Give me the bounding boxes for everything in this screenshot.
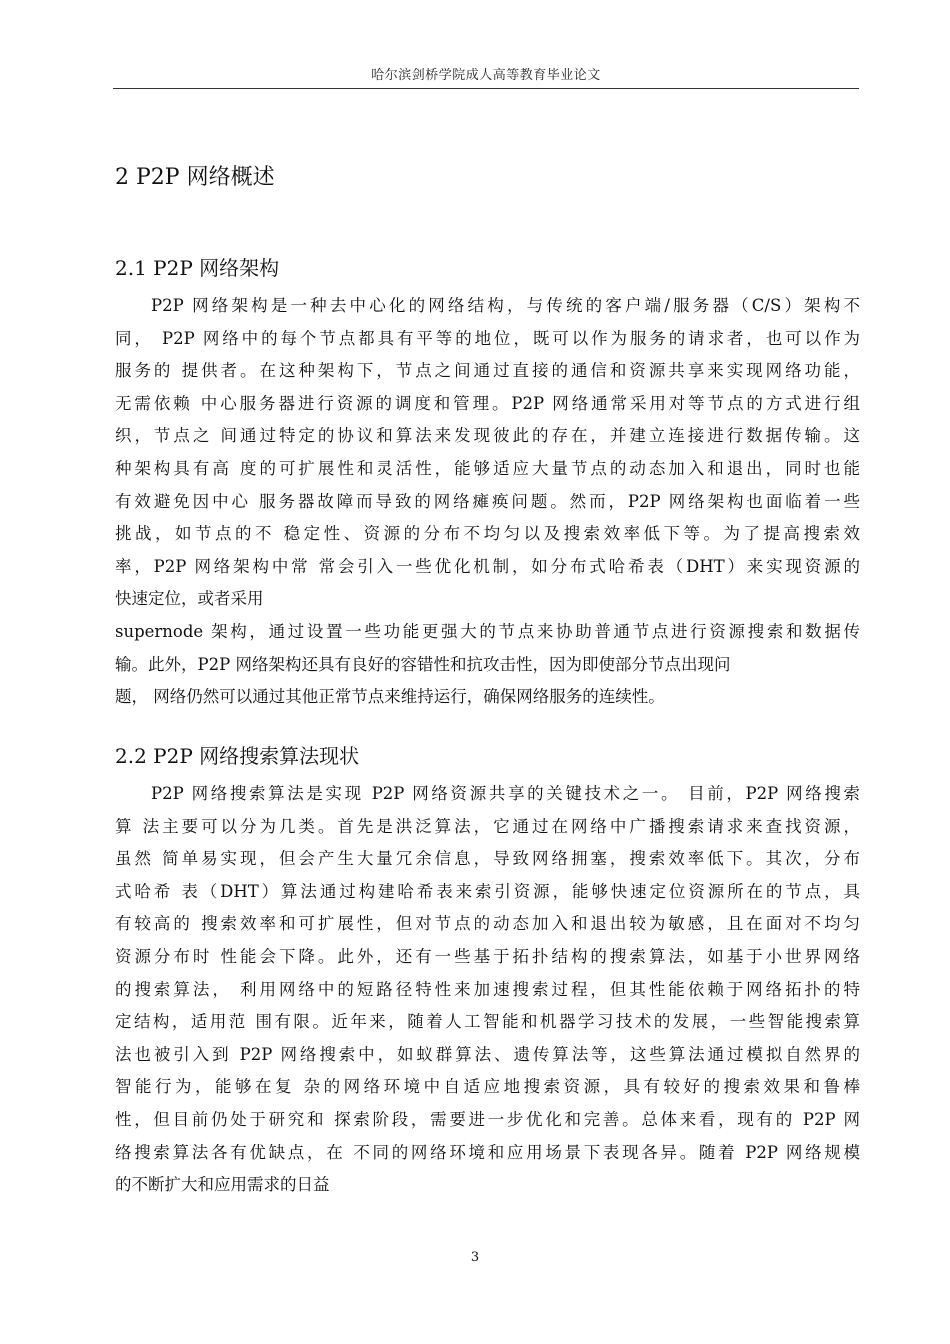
section-2-2-title: 2.2 P2P 网络搜索算法现状 [115,744,360,768]
chapter-title: 2 P2P 网络概述 [115,165,275,190]
paragraph-line: P2P 网络架构是一种去中心化的网络结构，与传统的客户端/服务器（C/S）架构不 [151,296,860,315]
paragraph-line: 挑战，如节点的不 稳定性、资源的分布不均匀以及搜索效率低下等。为了提高搜索效 [115,524,860,544]
paragraph-line: 络搜索算法各有优缺点，在 不同的网络环境和应用场景下表现各异。随着 P2P 网络规模 [115,1142,860,1162]
paragraph-line: 资源分布时 性能会下降。此外，还有一些基于拓扑结构的搜索算法，如基于小世界网络 [115,946,860,966]
paragraph-line: 智能行为，能够在复 杂的网络环境中自适应地搜索资源，具有较好的搜索效果和鲁棒 [115,1077,860,1097]
paragraph-line: 性，但目前仍处于研究和 探索阶段，需要进一步优化和完善。总体来看，现有的 P2P 网 [115,1109,860,1129]
paragraph-line: 式哈希 表（DHT）算法通过构建哈希表来索引资源，能够快速定位资源所在的节点，具 [115,881,860,901]
paragraph-line: 快速定位，或者采用 [115,589,264,609]
paragraph-line: 织，节点之 间通过特定的协议和算法来发现彼此的存在，并建立连接进行数据传输。这 [115,426,860,446]
paragraph-line: 种架构具有高 度的可扩展性和灵活性，能够适应大量节点的动态加入和退出，同时也能 [115,458,860,478]
paragraph-line: 算 法主要可以分为几类。首先是洪泛算法，它通过在网络中广播搜索请求来查找资源， [115,816,860,836]
paragraph-line: 有较高的 搜索效率和可扩展性，但对节点的动态加入和退出较为敏感，且在面对不均匀 [115,914,860,934]
paragraph-line: 题， 网络仍然可以通过其他正常节点来维持运行，确保网络服务的连续性。 [115,687,665,707]
paragraph-line: 有效避免因中心 服务器故障而导致的网络瘫痪问题。然而，P2P 网络架构也面临着一些 [115,491,860,511]
paragraph-line: P2P 网络搜索算法是实现 P2P 网络资源共享的关键技术之一。 目前，P2P 网络搜索 [151,784,860,803]
page-number: 3 [470,1250,480,1265]
section-2-1-paragraph [115,290,860,714]
paragraph-line: 同， P2P 网络中的每个节点都具有平等的地位，既可以作为服务的请求者，也可以作为 [115,328,860,348]
paragraph-line: 服务的 提供者。在这种架构下，节点之间通过直接的通信和资源共享来实现网络功能， [115,361,860,381]
page-header: 哈尔滨剑桥学院成人高等教育毕业论文 [371,68,601,83]
header-divider [113,88,859,89]
paragraph-line: 率，P2P 网络架构中常 常会引入一些优化机制，如分布式哈希表（DHT）来实现资源的 [115,556,860,576]
paragraph-line: supernode 架构，通过设置一些功能更强大的节点来协助普通节点进行资源搜索和数据传 [115,621,860,641]
section-2-2-paragraph [115,778,860,1202]
paragraph-line: 法也被引入到 P2P 网络搜索中，如蚁群算法、遗传算法等，这些算法通过模拟自然界的 [115,1044,860,1064]
paragraph-line: 输。此外，P2P 网络架构还具有良好的容错性和抗攻击性，因为即使部分节点出现问 [115,654,731,674]
paragraph-line: 的不断扩大和应用需求的日益 [115,1175,330,1195]
paragraph-line: 的搜索算法， 利用网络中的短路径特性来加速搜索过程，但其性能依赖于网络拓扑的特 [115,979,860,999]
paragraph-line: 定结构，适用范 围有限。近年来，随着人工智能和机器学习技术的发展，一些智能搜索算 [115,1012,860,1032]
paragraph-line: 无需依赖 中心服务器进行资源的调度和管理。P2P 网络通常采用对等节点的方式进行组 [115,393,860,413]
paragraph-line: 虽然 简单易实现，但会产生大量冗余信息，导致网络拥塞，搜索效率低下。其次，分布 [115,849,860,869]
section-2-1-title: 2.1 P2P 网络架构 [115,256,280,280]
